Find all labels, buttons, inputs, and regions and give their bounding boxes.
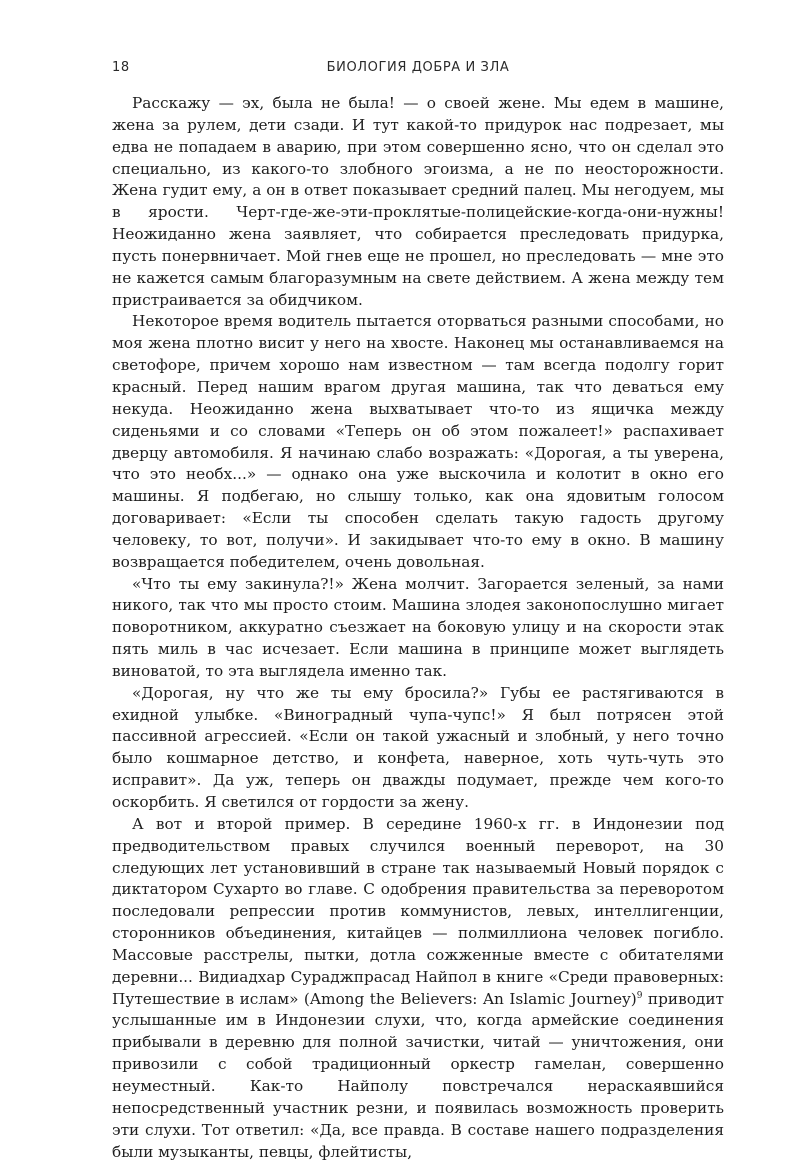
paragraph: «Что ты ему закинула?!» Жена молчит. Загорается зеленый, за нами никого, так что мы просто стоим. Машина злодея законопослушно мигает поворотником, аккуратно съезжает на боковую улицу и на скорости этак пять миль в час исчезает. Если машина в принципе может выглядеть виноватой, то эта выглядела именно так. [112,574,724,680]
page-number: 18 [112,60,130,75]
body-text [112,93,724,1163]
paragraph-text: А вот и второй пример. В середине 1960-х гг. в Индонезии под предводительством правых случился военный переворот, на 30 следующих лет установивший в стране так называемый Новый порядок с диктатором Сухарто во главе. С одобрения правительства за переворотом последовали репрессии против коммунистов, левых, интеллигенции, сторонников объединения, китайцев — полмиллиона человек погибло. Массовые расстрелы, пытки, дотла сожженные вместе с обитателями деревни... Видиадхар Сураджпрасад Найпол в книге «Среди правоверных: Путешествие в ислам» (Among the Believers: An Islamic Journey) [112,814,724,1008]
paragraph: Некоторое время водитель пытается оторваться разными способами, но моя жена плотно висит у него на хвосте. Наконец мы останавливаемся на светофоре, причем хорошо нам известном — там всегда подолгу горит красный. Перед нашим врагом другая машина, так что деваться ему некуда. Неожиданно жена выхватывает что-то из ящичка между сиденьями и со словами «Теперь он об этом пожалеет!» распахивает дверцу автомобиля. Я начинаю слабо возражать: «Дорогая, а ты уверена, что это необх...» — однако она уже выскочила и колотит в окно его машины. Я подбегаю, но слышу только, как она ядовитым голосом договаривает: «Если ты способен сделать такую гадость другому человеку, то вот, получи». И закидывает что-то ему в окно. В машину возвращается победителем, очень довольная. [112,312,724,571]
book-title: БИОЛОГИЯ ДОБРА И ЗЛА [326,60,510,75]
paragraph: Расскажу — эх, была не была! — о своей жене. Мы едем в машине, жена за рулем, дети сзади. И тут какой-то придурок нас подрезает, мы едва не попадаем в аварию, при этом совершенно ясно, что он сделал это специально, из какого-то злобного эгоизма, а не по неосторожности. Жена гудит ему, а он в ответ показывает средний палец. Мы негодуем, мы в ярости. Черт-где-же-эти-проклятые-полицейские-когда-они-нужны! Неожиданно жена заявляет, что собирается преследовать придурка, пусть понервничает. Мой гнев еще не прошел, но преследовать — мне это не кажется самым благоразумным на свете действием. А жена между тем пристраивается за обидчиком. [112,94,724,309]
footnote-reference[interactable]: 9 [636,990,643,1001]
paragraph-with-footnote [112,814,724,1163]
running-head [112,60,724,78]
paragraph: «Дорогая, ну что же ты ему бросила?» Губы ее растягиваются в ехидной улыбке. «Виноградный чупа-чупс!» Я был потрясен этой пассивной агрессией. «Если он такой ужасный и злобный, у него точно было кошмарное детство, и конфета, наверное, хоть чуть-чуть это исправит». Да уж, теперь он дважды подумает, прежде чем кого-то оскорбить. Я светился от гордости за жену. [112,683,724,811]
paragraph-text-continued: приводит услышанные им в Индонезии слухи, что, когда армейские соединения прибывали в деревню для полной зачистки, читай — уничтожения, они привозили с собой традиционный оркестр гамелан, совершенно неуместный. Как-то Найполу повстречался нераскаявшийся непосредственный участник резни, и появилась возможность проверить эти слухи. Тот ответил: «Да, все правда. В составе нашего подразделения были музыканты, певцы, флейтисты, [112,989,724,1161]
